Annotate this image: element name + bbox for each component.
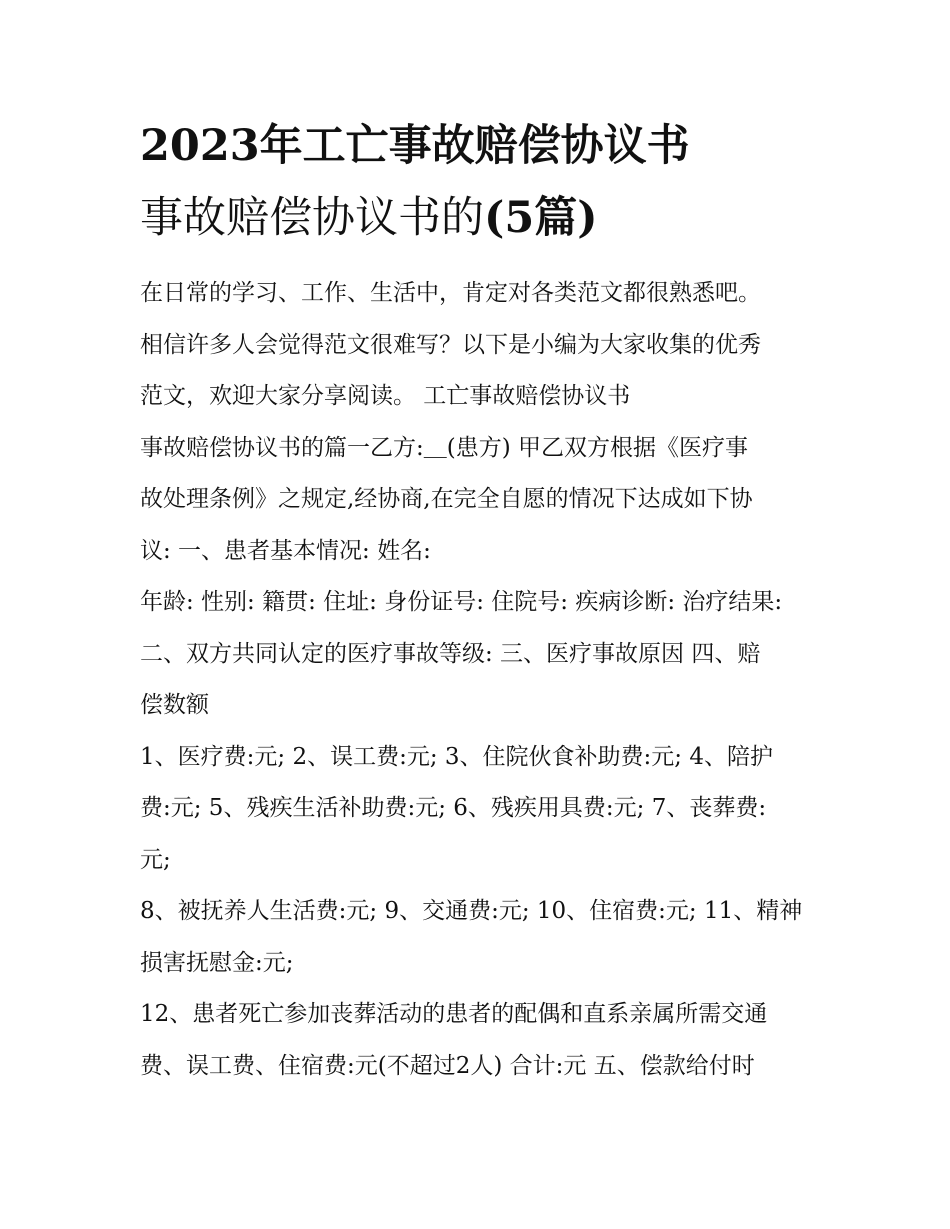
paragraph-parties (140, 423, 820, 578)
text-line: 事故赔偿协议书的篇一乙方:＿(患方) 甲乙双方根据《医疗事 (140, 434, 749, 461)
text-line: 相信许多人会觉得范文很难写？以下是小编为大家收集的优秀 (140, 331, 761, 358)
text-line: 范文，欢迎大家分享阅读。 工亡事故赔偿协议书 (140, 383, 631, 409)
document-body (140, 268, 820, 1092)
title-line-2-count: (5篇) (484, 193, 598, 243)
text-line: 元; (140, 846, 171, 873)
paragraph-intro (140, 268, 820, 423)
paragraph-compensation-12 (140, 989, 820, 1092)
paragraph-patient-info (140, 577, 820, 732)
text-line: 12、患者死亡参加丧葬活动的患者的配偶和直系亲属所需交通 (140, 1001, 768, 1027)
text-line: 故处理条例》之规定,经协商,在完全自愿的情况下达成如下协 (140, 486, 753, 512)
text-line: 8、被抚养人生活费:元; 9、交通费:元; 10、住宿费:元; 11、精神 (140, 898, 803, 924)
text-line: 费、误工费、住宿费:元(不超过2人) 合计:元 五、偿款给付时 (140, 1052, 755, 1079)
paragraph-compensation-8-11 (140, 886, 820, 989)
text-line: 偿数额 (140, 692, 209, 718)
document-title (140, 110, 820, 254)
text-line: 损害抚慰金:元; (140, 949, 294, 976)
text-line: 二、双方共同认定的医疗事故等级: 三、医疗事故原因 四、赔 (140, 640, 761, 667)
text-line: 1、医疗费:元; 2、误工费:元; 3、住院伙食补助费:元; 4、陪护 (140, 743, 773, 770)
text-line: 在日常的学习、工作、生活中，肯定对各类范文都很熟悉吧。 (140, 280, 761, 306)
text-line: 费:元; 5、残疾生活补助费:元; 6、残疾用具费:元; 7、丧葬费: (140, 795, 767, 821)
text-line: 年龄: 性别: 籍贯: 住址: 身份证号: 住院号: 疾病诊断: 治疗结果: (140, 589, 783, 615)
text-line: 议: 一、患者基本情况: 姓名: (140, 537, 431, 564)
paragraph-compensation-1-7 (140, 732, 820, 887)
title-line-1: 2023年工亡事故赔偿协议书 (140, 121, 690, 171)
title-line-2-text: 事故赔偿协议书的 (140, 193, 484, 243)
title-line-2 (140, 182, 820, 254)
